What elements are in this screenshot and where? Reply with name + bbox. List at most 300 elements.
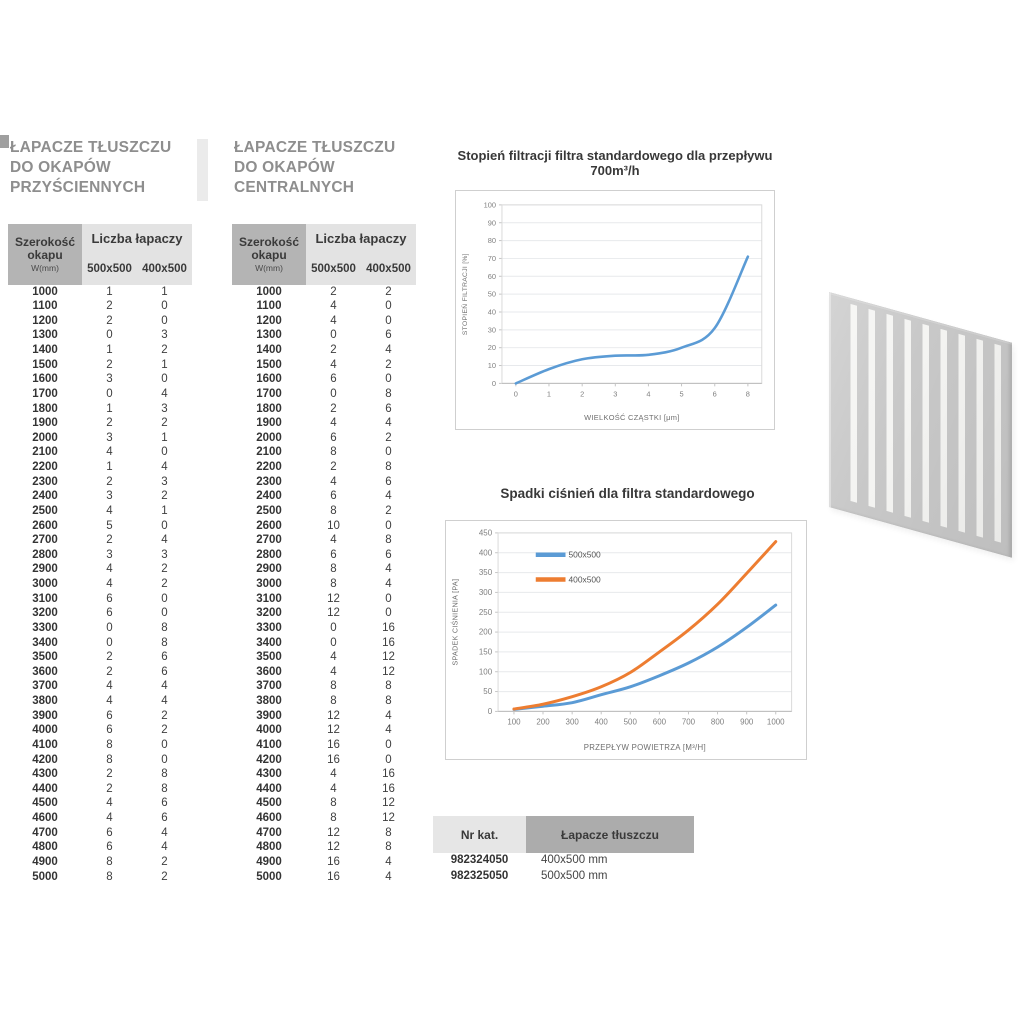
table-cell: 0 (330, 329, 337, 342)
table-cell: 2000 (256, 431, 282, 444)
table-cell: 2 (106, 417, 113, 430)
filter-sheen (829, 292, 1012, 558)
svg-text:5: 5 (679, 389, 684, 399)
table-cell: 4 (330, 782, 337, 795)
table-row (8, 665, 192, 680)
svg-text:PRZEPŁYW POWIETRZA [M³/H]: PRZEPŁYW POWIETRZA [M³/H] (583, 743, 706, 753)
table-cell: 4800 (32, 841, 58, 854)
table-cell: 2100 (32, 446, 58, 459)
table-row (8, 768, 192, 783)
svg-text:WIELKOŚĆ CZĄSTKI [μm]: WIELKOŚĆ CZĄSTKI [μm] (584, 413, 680, 423)
table-cell: 0 (385, 314, 392, 327)
table-cell: 1400 (32, 344, 58, 357)
table-cell: 0 (385, 592, 392, 605)
table-cell: 4 (385, 490, 392, 503)
table-row (232, 417, 416, 432)
table-row (8, 592, 192, 607)
table-row (8, 534, 192, 549)
svg-text:30: 30 (487, 325, 496, 335)
table-row (232, 578, 416, 593)
table-cell: 1 (161, 431, 168, 444)
svg-text:90: 90 (487, 218, 496, 228)
svg-text:10: 10 (487, 361, 496, 371)
table-cell: 4000 (32, 724, 58, 737)
table-row (8, 826, 192, 841)
table-cell: 3 (161, 475, 168, 488)
table-row (232, 709, 416, 724)
svg-text:300: 300 (565, 717, 579, 727)
table-row (232, 285, 416, 300)
svg-text:70: 70 (487, 254, 496, 264)
table-row (232, 344, 416, 359)
table-row (232, 475, 416, 490)
section-title-line: ŁAPACZE TŁUSZCZU (234, 139, 396, 156)
table-cell: 8 (330, 504, 337, 517)
table-row (8, 621, 192, 636)
table-cell: 0 (385, 519, 392, 532)
svg-text:100: 100 (507, 717, 521, 727)
table-cell: 2 (330, 402, 337, 415)
table-cell: 0 (161, 592, 168, 605)
table-cell: 3400 (256, 636, 282, 649)
table-cell: 0 (330, 621, 337, 634)
table-cell: 2800 (32, 548, 58, 561)
svg-text:400: 400 (594, 717, 608, 727)
table-cell: 4800 (256, 841, 282, 854)
table-cell: 12 (382, 651, 395, 664)
table-row (232, 797, 416, 812)
table-cell: 4600 (32, 812, 58, 825)
table-cell: 8 (106, 738, 113, 751)
table-cell: 4400 (32, 782, 58, 795)
table-cell: 3300 (256, 621, 282, 634)
table-cell: 16 (327, 855, 340, 868)
table-cell: 6 (161, 665, 168, 678)
table-cell: 2700 (32, 534, 58, 547)
table-cell: 4 (385, 563, 392, 576)
table-cell: 2 (161, 855, 168, 868)
table-row (8, 490, 192, 505)
svg-text:40: 40 (487, 307, 496, 317)
table-cell: 8 (385, 841, 392, 854)
table-cell: 5 (106, 519, 113, 532)
table-cell: 0 (330, 636, 337, 649)
table-cell: 4300 (256, 768, 282, 781)
col-header-400x500: 400x500 (361, 252, 416, 285)
table-row (232, 855, 416, 870)
table-row (232, 329, 416, 344)
table-cell: 0 (106, 329, 113, 342)
table-cell: 2 (161, 578, 168, 591)
section-title-line: PRZYŚCIENNYCH (10, 179, 146, 196)
table-row (8, 417, 192, 432)
table-cell: 8 (330, 446, 337, 459)
table-row (8, 373, 192, 388)
svg-text:50: 50 (483, 687, 493, 697)
table-cell: 5000 (256, 870, 282, 883)
table-cell: 16 (382, 636, 395, 649)
table-cell: 8 (385, 534, 392, 547)
table-cell: 6 (161, 797, 168, 810)
table-cell: 2 (106, 665, 113, 678)
table-row (8, 563, 192, 578)
svg-text:0: 0 (491, 378, 496, 388)
table-row (8, 841, 192, 856)
svg-text:80: 80 (487, 236, 496, 246)
table-row (232, 490, 416, 505)
table-cell: 0 (330, 387, 337, 400)
table-cell: 0 (385, 373, 392, 386)
table-row (8, 753, 192, 768)
filtration-chart-title: Stopień filtracji filtra standardowego dla przepływu 700m³/h (457, 148, 773, 178)
table-cell: 4 (330, 475, 337, 488)
table-row (8, 797, 192, 812)
table-cell: 6 (385, 329, 392, 342)
table-row (8, 855, 192, 870)
table-cell: 4 (161, 695, 168, 708)
table-cell: 8 (161, 782, 168, 795)
col-header-hood-width: Szerokość okapu W(mm) (232, 224, 306, 285)
svg-text:800: 800 (710, 717, 725, 727)
table-cell: 4 (106, 504, 113, 517)
table-row (232, 519, 416, 534)
table-cell: 1 (106, 402, 113, 415)
section-title-line: ŁAPACZE TŁUSZCZU (10, 139, 172, 156)
table-row (8, 358, 192, 373)
col-header-trap-count: Liczba łapaczy (82, 224, 192, 252)
table-row (8, 651, 192, 666)
table-cell: 8 (385, 461, 392, 474)
table-cell: 1700 (256, 387, 282, 400)
svg-text:450: 450 (478, 528, 493, 538)
table-row (232, 431, 416, 446)
table-cell: 2 (161, 490, 168, 503)
svg-text:500: 500 (623, 717, 637, 727)
table-row (232, 402, 416, 417)
svg-text:6: 6 (712, 389, 717, 399)
table-cell: 1400 (256, 344, 282, 357)
svg-text:0: 0 (487, 706, 493, 716)
table-cell: 8 (330, 695, 337, 708)
table-cell: 2600 (256, 519, 282, 532)
table-cell: 6 (106, 826, 113, 839)
svg-text:400x500: 400x500 (568, 574, 601, 585)
table-cell: 2600 (32, 519, 58, 532)
table-cell: 2200 (256, 461, 282, 474)
table-cell: 4100 (256, 738, 282, 751)
table-cell: 1100 (256, 300, 282, 313)
table-cell: 4200 (32, 753, 58, 766)
table-cell: 2 (106, 782, 113, 795)
col-header-nr-kat: Nr kat. (433, 816, 526, 853)
table-row (8, 812, 192, 827)
table-cell: 2700 (256, 534, 282, 547)
table-cell: 2 (106, 651, 113, 664)
table-row (232, 621, 416, 636)
table-cell: 6 (330, 373, 337, 386)
table-cell: 6 (106, 724, 113, 737)
table-cell: 4500 (256, 797, 282, 810)
svg-text:100: 100 (478, 667, 493, 677)
table-cell: 2 (385, 358, 392, 371)
svg-text:200: 200 (536, 717, 550, 727)
table-row (232, 753, 416, 768)
svg-text:200: 200 (478, 627, 493, 637)
table-cell: 2 (385, 285, 392, 298)
table-row (232, 870, 416, 885)
table-cell: 8 (330, 578, 337, 591)
table-cell: 1000 (256, 285, 282, 298)
table-row (8, 870, 192, 885)
table-row (232, 446, 416, 461)
table-row (232, 548, 416, 563)
table-row (232, 680, 416, 695)
table-cell: 4 (161, 826, 168, 839)
table-row (232, 841, 416, 856)
section-title-line: DO OKAPÓW (10, 159, 111, 176)
table-row (232, 695, 416, 710)
table-cell: 0 (385, 446, 392, 459)
table-cell: 8 (161, 636, 168, 649)
table-cell: 3000 (256, 578, 282, 591)
table-cell: 12 (382, 812, 395, 825)
catalog-number-table (433, 816, 694, 884)
table-cell: 1 (161, 358, 168, 371)
table-cell: 8 (330, 563, 337, 576)
table-cell: 3900 (256, 709, 282, 722)
table-cell: 4400 (256, 782, 282, 795)
table-row (232, 768, 416, 783)
table-cell: 6 (106, 841, 113, 854)
table-cell: 3200 (256, 607, 282, 620)
section-title-line: CENTRALNYCH (234, 179, 355, 196)
table-cell: 0 (161, 607, 168, 620)
table-row (8, 695, 192, 710)
table-cell: 4 (385, 855, 392, 868)
table-cell: 4 (330, 300, 337, 313)
table-cell: 3600 (32, 665, 58, 678)
wall-hoods-table-body (8, 285, 192, 885)
table-cell: 6 (161, 812, 168, 825)
section-wall-hoods (10, 138, 171, 198)
table-row (232, 563, 416, 578)
table-cell: 4 (161, 534, 168, 547)
svg-text:150: 150 (478, 647, 493, 657)
table-row (433, 853, 694, 869)
table-row (8, 285, 192, 300)
section-title-line: DO OKAPÓW (234, 159, 335, 176)
svg-text:600: 600 (652, 717, 667, 727)
svg-text:250: 250 (478, 607, 493, 617)
table-cell: 6 (330, 490, 337, 503)
wall-hoods-table (8, 224, 192, 885)
table-cell: 3 (106, 548, 113, 561)
table-row (8, 607, 192, 622)
table-row (8, 314, 192, 329)
table-cell: 3700 (32, 680, 58, 693)
table-cell: 3600 (256, 665, 282, 678)
table-cell: 1 (161, 285, 168, 298)
table-row (232, 300, 416, 315)
table-cell: 6 (330, 548, 337, 561)
table-cell: 5000 (32, 870, 58, 883)
table-cell: 1900 (32, 417, 58, 430)
svg-text:500x500: 500x500 (568, 549, 601, 560)
table-cell: 2200 (32, 461, 58, 474)
col-header-hood-width: Szerokość okapu W(mm) (8, 224, 82, 285)
table-row (8, 738, 192, 753)
table-cell: 0 (161, 738, 168, 751)
svg-text:700: 700 (681, 717, 696, 727)
table-cell: 4 (385, 344, 392, 357)
table-cell: 16 (327, 870, 340, 883)
table-row (8, 636, 192, 651)
table-row (8, 402, 192, 417)
table-row (232, 738, 416, 753)
pressure-chart (445, 520, 807, 760)
table-cell: 4500 (32, 797, 58, 810)
table-cell: 1300 (32, 329, 58, 342)
table-cell: 2 (330, 344, 337, 357)
table-row (8, 782, 192, 797)
catalog-table-body (433, 853, 694, 884)
table-row (232, 314, 416, 329)
table-row (232, 826, 416, 841)
table-cell: 4 (330, 768, 337, 781)
table-row (8, 709, 192, 724)
svg-text:STOPIEŃ FILTRACJI [%]: STOPIEŃ FILTRACJI [%] (462, 253, 470, 336)
table-cell: 6 (161, 651, 168, 664)
table-cell: 4 (330, 665, 337, 678)
table-cell: 4 (330, 314, 337, 327)
table-cell: 1800 (256, 402, 282, 415)
table-cell: 2 (330, 461, 337, 474)
table-cell: 4000 (256, 724, 282, 737)
table-cell: 4 (385, 417, 392, 430)
svg-text:SPADEK CIŚNIENIA [PA]: SPADEK CIŚNIENIA [PA] (451, 578, 460, 666)
table-cell: 8 (106, 855, 113, 868)
svg-text:3: 3 (613, 389, 618, 399)
table-cell: 8 (385, 387, 392, 400)
table-cell: 3100 (256, 592, 282, 605)
svg-text:100: 100 (483, 200, 496, 210)
table-cell: 2900 (32, 563, 58, 576)
table-cell: 3 (106, 431, 113, 444)
table-cell: 4 (106, 680, 113, 693)
table-cell: 1600 (32, 373, 58, 386)
table-cell: 3500 (32, 651, 58, 664)
table-cell: 3000 (32, 578, 58, 591)
table-cell: 6 (106, 592, 113, 605)
table-cell: 4 (385, 578, 392, 591)
table-cell: 2400 (256, 490, 282, 503)
table-row (8, 387, 192, 402)
table-row (232, 636, 416, 651)
table-cell: 4 (330, 417, 337, 430)
table-cell: 3100 (32, 592, 58, 605)
table-cell: 3 (161, 329, 168, 342)
svg-text:900: 900 (740, 717, 754, 727)
table-cell: 4 (106, 563, 113, 576)
table-cell: 6 (385, 475, 392, 488)
table-cell: 2100 (256, 446, 282, 459)
table-cell: 982324050 (450, 854, 509, 866)
table-cell: 1300 (256, 329, 282, 342)
table-cell: 1800 (32, 402, 58, 415)
col-header-trap-count: Liczba łapaczy (306, 224, 416, 252)
table-row (232, 724, 416, 739)
table-row (232, 651, 416, 666)
table-cell: 4 (161, 387, 168, 400)
table-cell: 2 (161, 870, 168, 883)
table-cell: 400x500 mm (541, 854, 608, 866)
table-cell: 3 (161, 548, 168, 561)
svg-text:8: 8 (745, 389, 750, 399)
table-cell: 4300 (32, 768, 58, 781)
section-central-hoods (234, 138, 395, 198)
svg-text:1: 1 (546, 389, 552, 399)
table-cell: 4 (106, 695, 113, 708)
table-cell: 0 (385, 738, 392, 751)
table-cell: 2 (106, 768, 113, 781)
table-cell: 8 (330, 812, 337, 825)
table-cell: 1600 (256, 373, 282, 386)
table-row (232, 812, 416, 827)
table-cell: 4200 (256, 753, 282, 766)
table-cell: 0 (106, 387, 113, 400)
table-row (8, 680, 192, 695)
table-row (8, 446, 192, 461)
table-cell: 1 (106, 285, 113, 298)
table-cell: 2300 (256, 475, 282, 488)
table-cell: 2500 (256, 504, 282, 517)
table-cell: 12 (382, 797, 395, 810)
table-cell: 2400 (32, 490, 58, 503)
table-row (8, 461, 192, 476)
table-cell: 8 (385, 826, 392, 839)
table-row (232, 782, 416, 797)
table-cell: 4 (385, 709, 392, 722)
table-cell: 12 (327, 724, 340, 737)
table-cell: 0 (161, 446, 168, 459)
table-cell: 0 (106, 621, 113, 634)
col-header-500x500: 500x500 (306, 252, 361, 285)
table-cell: 3300 (32, 621, 58, 634)
table-cell: 3 (106, 490, 113, 503)
table-cell: 1500 (32, 358, 58, 371)
table-cell: 1000 (32, 285, 58, 298)
table-cell: 4 (385, 870, 392, 883)
table-cell: 1100 (32, 300, 58, 313)
table-cell: 3400 (32, 636, 58, 649)
table-cell: 2 (161, 417, 168, 430)
table-cell: 1 (106, 344, 113, 357)
table-cell: 4 (106, 446, 113, 459)
col-header-lapacze: Łapacze tłuszczu (526, 816, 694, 853)
table-cell: 2 (385, 504, 392, 517)
table-cell: 4900 (256, 855, 282, 868)
table-cell: 3800 (32, 695, 58, 708)
page-edge-mark (0, 135, 9, 148)
svg-text:60: 60 (487, 271, 496, 281)
table-cell: 2 (161, 344, 168, 357)
table-cell: 6 (385, 402, 392, 415)
table-row (8, 329, 192, 344)
svg-text:0: 0 (513, 389, 518, 399)
table-cell: 6 (106, 607, 113, 620)
table-row (8, 519, 192, 534)
table-cell: 0 (385, 300, 392, 313)
